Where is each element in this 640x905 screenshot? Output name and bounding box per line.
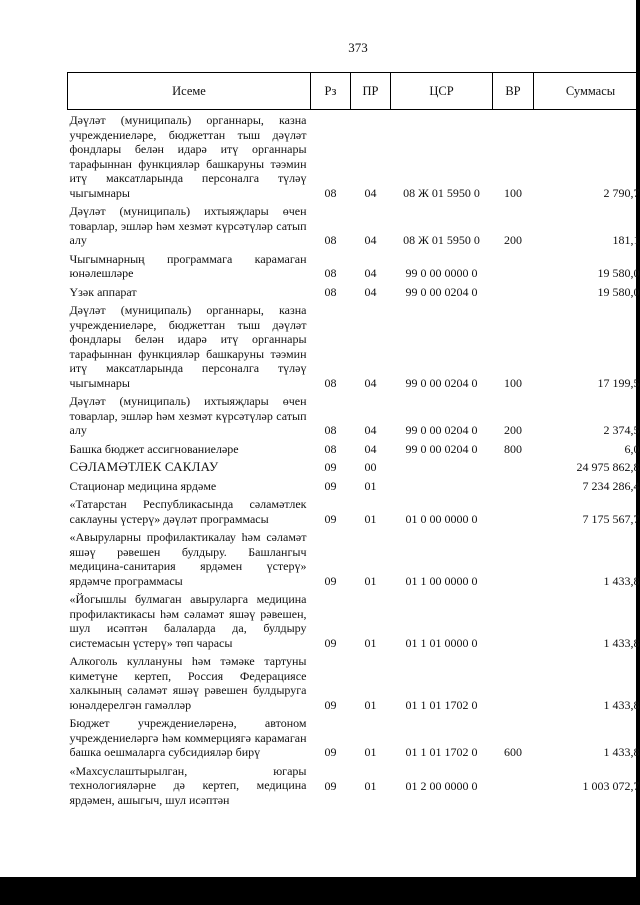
row-sum: 7 234 286,4 xyxy=(582,478,640,493)
row-pr: 01 xyxy=(364,573,377,588)
row-pr: 04 xyxy=(364,266,377,280)
row-pr: 04 xyxy=(364,375,377,390)
row-vr xyxy=(493,285,534,304)
row-name: Башка бюджет ассигнованиеләре xyxy=(69,441,239,456)
row-rz: 08 xyxy=(324,423,337,437)
row-pr: 01 xyxy=(364,478,377,493)
table-row xyxy=(68,394,640,442)
row-csr: 01 1 01 1702 0 xyxy=(405,697,478,712)
row-csr xyxy=(391,460,493,479)
row-pr: 04 xyxy=(364,423,377,437)
row-sum: 6,0 xyxy=(624,441,640,456)
row-sum: 2 374,5 xyxy=(603,423,640,437)
row-csr: 01 1 01 1702 0 xyxy=(405,745,478,759)
row-rz: 08 xyxy=(324,266,337,280)
row-csr xyxy=(391,479,493,498)
row-pr: 01 xyxy=(364,745,377,759)
row-name: Дәүләт (муниципаль) органнары, казна учреждениеләре, бюджеттан тыш дәүләт фондлары белән идарә итү органнары тарафыннан функцияләр башкаруны тәэмин итү максатларында персоналга түләү чыгымнары xyxy=(69,113,307,200)
row-sum: 1 433,8 xyxy=(603,745,640,759)
row-rz: 08 xyxy=(324,441,337,456)
header-name: Исеме xyxy=(68,73,311,110)
row-rz: 09 xyxy=(324,511,337,526)
row-rz: 09 xyxy=(324,478,337,493)
row-vr xyxy=(493,654,534,716)
row-name: Алкоголь куллануны һәм тәмәке тартуны киметүне кертеп, Россия Федерациясе халкының сәламәт яшәү рәвешен булдыруга юнәлдерелгән гамәлләр xyxy=(69,654,307,712)
row-vr: 100 xyxy=(504,185,522,200)
row-vr: 200 xyxy=(504,423,522,437)
row-sum: 7 175 567,7 xyxy=(582,511,640,526)
row-pr: 01 xyxy=(364,697,377,712)
row-rz: 08 xyxy=(324,233,337,247)
row-name: «Татарстан Республикасында сәламәтлек саклауны үстерү» дәүләт программасы xyxy=(69,497,307,526)
table-row xyxy=(68,654,640,716)
table-row xyxy=(68,716,640,764)
table-row xyxy=(68,460,640,479)
row-csr: 08 Ж 01 5950 0 xyxy=(403,233,480,247)
row-pr: 04 xyxy=(364,441,377,456)
row-vr xyxy=(493,479,534,498)
row-name: Дәүләт (муниципаль) ихтыяҗлары өчен товарлар, эшләр һәм хезмәт күрсәтүләр сатып алу xyxy=(69,394,307,437)
table-row xyxy=(68,303,640,394)
row-rz: 08 xyxy=(324,185,337,200)
row-csr: 01 1 00 0000 0 xyxy=(405,573,478,588)
row-name: «Махсуслаштырылган, югары технологияләрне дә кертеп, медицина ярдәмен, ашыгыч, шул исәптән xyxy=(69,763,307,807)
row-csr: 99 0 00 0204 0 xyxy=(405,441,478,456)
row-csr: 01 1 01 0000 0 xyxy=(405,635,478,650)
row-pr: 01 xyxy=(364,778,377,793)
row-csr: 08 Ж 01 5950 0 xyxy=(403,185,480,200)
row-rz: 09 xyxy=(324,460,337,474)
row-rz: 09 xyxy=(324,635,337,650)
table-row xyxy=(68,252,640,285)
table-header-row xyxy=(68,73,640,110)
row-sum: 24 975 862,8 xyxy=(576,460,640,474)
row-vr xyxy=(493,460,534,479)
row-sum: 1 433,8 xyxy=(603,573,640,588)
row-rz: 09 xyxy=(324,697,337,712)
row-rz: 08 xyxy=(324,375,337,390)
row-csr: 99 0 00 0204 0 xyxy=(405,423,478,437)
row-rz: 09 xyxy=(324,573,337,588)
row-sum: 1 433,8 xyxy=(603,635,640,650)
row-rz: 09 xyxy=(324,778,337,793)
header-csr: ЦСР xyxy=(391,73,493,110)
row-pr: 01 xyxy=(364,511,377,526)
row-name: Дәүләт (муниципаль) ихтыяҗлары өчен товарлар, эшләр һәм хезмәт күрсәтүләр сатып алу xyxy=(69,204,307,247)
row-vr xyxy=(493,592,534,654)
table-row xyxy=(68,592,640,654)
row-vr xyxy=(493,252,534,285)
row-name: Бюджет учреждениеләренә, автоном учреждениеләргә һәм коммерциягә карамаган башка оешмаларга субсидияләр бирү xyxy=(69,716,307,759)
row-pr: 04 xyxy=(364,233,377,247)
table-row xyxy=(68,479,640,498)
header-rz: Рз xyxy=(311,73,351,110)
row-name: Чыгымнарның программага карамаган юнәлешләре xyxy=(69,251,307,280)
row-rz: 09 xyxy=(324,745,337,759)
row-vr: 800 xyxy=(504,441,522,456)
row-sum: 19 580,0 xyxy=(597,284,640,299)
row-vr: 200 xyxy=(504,233,522,247)
row-csr: 01 0 00 0000 0 xyxy=(405,511,478,526)
row-sum: 2 790,7 xyxy=(603,185,640,200)
row-csr: 99 0 00 0204 0 xyxy=(405,375,478,390)
page-number: 373 xyxy=(348,40,368,55)
row-pr: 01 xyxy=(364,635,377,650)
table-row xyxy=(68,530,640,592)
row-sum: 19 580,0 xyxy=(597,266,640,280)
row-name: «Йогышлы булмаган авыруларга медицина профилактикасы һәм сәламәт яшәү рәвешен, шул исәптән балаларда да, булдыру системасын үстерү» төп чарасы xyxy=(69,592,307,650)
table-row xyxy=(68,442,640,461)
row-csr: 99 0 00 0204 0 xyxy=(405,284,478,299)
header-sum: Суммасы xyxy=(534,73,640,110)
table-row xyxy=(68,497,640,530)
row-vr xyxy=(493,497,534,530)
row-sum: 181,1 xyxy=(612,233,640,247)
row-sum: 17 199,5 xyxy=(597,375,640,390)
row-csr: 99 0 00 0000 0 xyxy=(405,266,478,280)
row-vr xyxy=(493,530,534,592)
row-sum: 1 003 072,7 xyxy=(582,778,640,793)
table-row xyxy=(68,764,640,812)
row-pr: 04 xyxy=(364,185,377,200)
row-sum: 1 433,8 xyxy=(603,697,640,712)
scan-border-bottom xyxy=(0,877,640,905)
table-row xyxy=(68,285,640,304)
row-name: «Авыруларны профилактикалау һәм сәламәт яшәү рәвешен булдыру. Башлангыч медицина-санитария ярдәмен үстерү» ярдәмче программасы xyxy=(69,530,307,588)
row-vr: 100 xyxy=(504,375,522,390)
row-name: Үзәк аппарат xyxy=(69,284,137,299)
table-row xyxy=(68,110,640,205)
header-pr: ПР xyxy=(351,73,391,110)
header-vr: ВР xyxy=(493,73,534,110)
row-name: СӘЛАМӘТЛЕК САКЛАУ xyxy=(69,459,219,474)
row-pr: 04 xyxy=(364,284,377,299)
table-row xyxy=(68,204,640,252)
row-csr: 01 2 00 0000 0 xyxy=(405,778,478,793)
row-pr: 00 xyxy=(364,460,377,474)
row-name: Дәүләт (муниципаль) органнары, казна учреждениеләре, бюджеттан тыш дәүләт фондлары белән идарә итү органнары тарафыннан функцияләр башкаруны тәэмин итү максатларында персоналга түләү чыгымнары xyxy=(69,303,307,390)
row-rz: 08 xyxy=(324,284,337,299)
row-vr xyxy=(493,764,534,812)
row-name: Стационар медицина ярдәме xyxy=(69,478,217,493)
budget-table xyxy=(67,72,640,811)
row-vr: 600 xyxy=(504,745,522,759)
